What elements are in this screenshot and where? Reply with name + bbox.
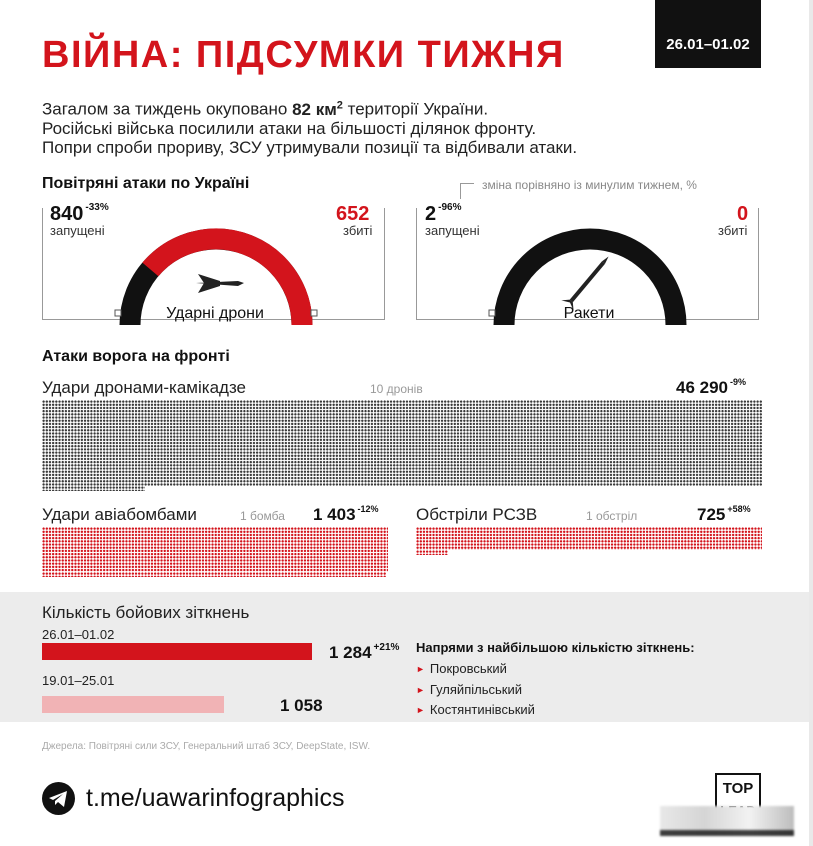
previous-period-label: 19.01–25.01: [42, 673, 115, 688]
intro-line-2: Російські війська посилили атаки на більшості ділянок фронту.: [42, 118, 537, 138]
intro-text: [42, 96, 577, 157]
directions-title: Напрями з найбільшою кількістю зіткнень:: [416, 640, 695, 655]
mlrs-dot-grid-tail: [416, 550, 448, 555]
direction-item: ► Костянтинівський: [416, 702, 535, 717]
previous-clashes-bar: [42, 696, 224, 713]
bombs-unit-note: 1 бомба: [240, 509, 285, 523]
drones-downed-label: збиті: [343, 223, 373, 238]
missiles-downed-value: 0: [737, 203, 749, 225]
drones-launched-label: запущені: [50, 223, 105, 238]
kamikaze-dot-grid-tail: [42, 486, 145, 491]
mlrs-unit-note: 1 обстріл: [586, 509, 638, 523]
bombs-dot-grid: [42, 527, 388, 572]
current-clashes-bar: [42, 643, 312, 660]
occupied-area: 82 $км^2$: [292, 99, 343, 119]
front-attacks-title: Атаки ворога на фронті: [42, 348, 230, 365]
telegram-icon: [42, 782, 75, 815]
kamikaze-unit-note: 10 дронів: [370, 382, 423, 396]
kamikaze-label: Удари дронами-камікадзе: [42, 378, 247, 397]
drones-launched-value: 840 $^{-33\%}$: [50, 202, 109, 225]
legend-pointer: [460, 183, 474, 199]
gauge-end-marker: [311, 310, 317, 316]
air-attacks-title: Повітряні атаки по Україні: [42, 175, 250, 192]
mlrs-value: 725 $^{+58\%}$: [697, 504, 751, 524]
gauge-start-marker: [489, 310, 495, 316]
date-badge: [655, 0, 761, 68]
intro-line-3: Попри спроби прориву, ЗСУ утримували позиції та відбивали атаки.: [42, 137, 578, 157]
gauge-start-marker: [115, 310, 121, 316]
current-clashes-value: 1 284 $^{+21\%}$: [329, 642, 400, 662]
current-period-label: 26.01–01.02: [42, 627, 115, 642]
previous-clashes-value: 1 058: [280, 696, 323, 715]
intro-line-1: Загалом за тиждень окуповано 82 $км^2$ території України.: [42, 99, 489, 119]
missiles-launched-label: запущені: [425, 223, 480, 238]
drones-gauge-label: Ударні дрони: [166, 305, 264, 322]
mlrs-label: Обстріли РСЗВ: [416, 505, 538, 524]
blurred-watermark: [660, 806, 794, 836]
brand-logo: TOP: [715, 773, 761, 829]
bombs-label: Удари авіабомбами: [42, 505, 197, 524]
missile-icon: [561, 251, 614, 310]
direction-item: ► Покровський: [416, 661, 507, 676]
date-range: 26.01–01.02: [666, 36, 750, 53]
drone-icon: [196, 274, 244, 293]
missiles-downed-label: збиті: [718, 223, 748, 238]
bombs-dot-grid-tail: [42, 572, 386, 577]
kamikaze-value: 46 290 $^{-9\%}$: [676, 377, 747, 397]
direction-item: ► Гуляйпільський: [416, 682, 522, 697]
missiles-launched-value: 2 $^{-96\%}$: [425, 202, 462, 225]
page-edge: [809, 0, 813, 846]
telegram-link[interactable]: t.me/uawarinfographics: [86, 784, 345, 812]
drones-downed-value: 652: [336, 203, 370, 225]
page-title: ВІЙНА: ПІДСУМКИ ТИЖНЯ: [42, 34, 565, 76]
mlrs-dot-grid: [416, 527, 762, 550]
clashes-title: Кількість бойових зіткнень: [42, 603, 250, 622]
sources-note: Джерела: Повітряні сили ЗСУ, Генеральний штаб ЗСУ, DeepState, ISW.: [42, 741, 371, 752]
kamikaze-dot-grid: [42, 400, 762, 486]
missiles-gauge-label: Ракети: [563, 305, 615, 322]
infographic-page: ВІЙНА: ПІДСУМКИ ТИЖНЯ 26.01–01.02 Загалом за тиждень окуповано 82 $км^2$ території України. Російські війська посилили атаки на більшості ділянок фронту. Попри спроби прориву, ЗСУ утримували позиції та відбивали атаки. Повітряні атаки по Україні зміна порівняно із минулим тижнем, % 840 $^{-33\%}$ запущені 652 збиті Ударні дрони 2 $^{-96\%}$ запущені 0 збиті Ракети Атаки ворога на фронті Удари дронами-камікадзе 10 дронів 46 290 $^{-9\%}$ Удари авіабомбами 1 бомба 1 403 $^{-12\%}$ Обстріли РСЗВ 1 обстріл 725 $^{+58\%}$ Кількість бойових зіткнень 26.01–01.02 1 284 $^{+21\%}$ 19.01–25.01 1 058 Напрями з найбільшою кількістю зіткнень: ► Покровський ► Гуляйпільський ► Костянтинівський Джерела: Повітряні сили ЗСУ, Генеральний штаб ЗСУ, DeepState, ISW. t.me/uawarinfographics TOP: [0, 0, 813, 846]
bombs-value: 1 403 $^{-12\%}$: [313, 504, 379, 524]
